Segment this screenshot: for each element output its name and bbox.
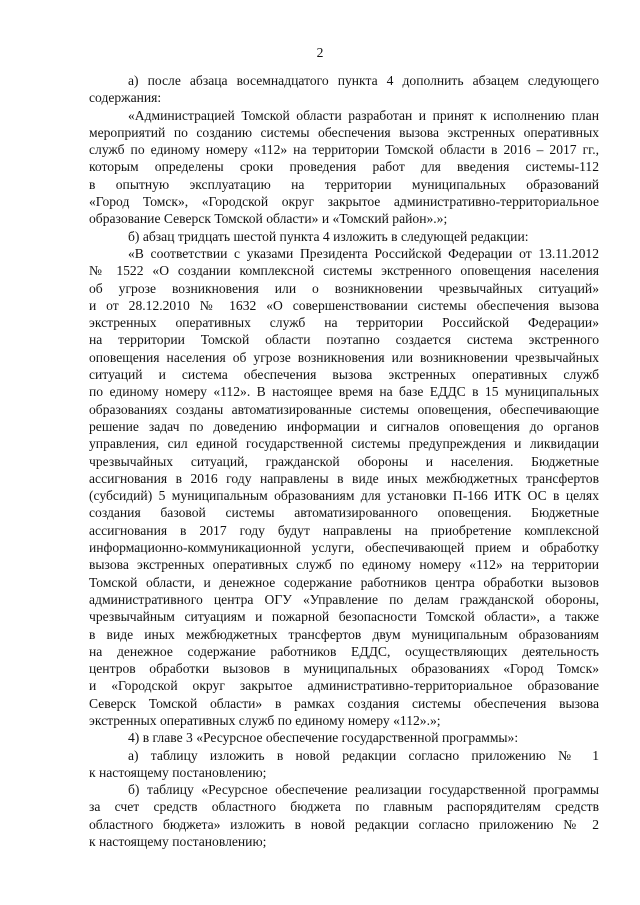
text-line: создания базовой системы автоматизированного оповещения. Бюджетные [89, 505, 599, 521]
text-line: чрезвычайных ситуаций, гражданской обороны и населения. Бюджетные [89, 453, 599, 469]
text-line: об угрозе возникновения или о возникновении чрезвычайных ситуаций» [89, 280, 599, 296]
text-line: образованиях созданы автоматизированные системы оповещения, обеспечивающие [89, 401, 599, 417]
text-line: в виде иных межбюджетных трансфертов двум муниципальным образованиям [89, 626, 599, 642]
text-line: решение задач по доведению информации и сигналов оповещения до органов [89, 418, 599, 434]
text-line: управления, сил единой государственной системы предупреждения и ликвидации [89, 436, 599, 452]
text-line: ситуаций и система обеспечения вызова экстренных оперативных служб [89, 367, 599, 383]
text-line: «Город Томск», «Городской округ закрытое административно-территориальное [89, 194, 599, 210]
text-line: «В соответствии с указами Президента Российской Федерации от 13.11.2012 [128, 245, 599, 261]
text-line: в опытную эксплуатацию на территории муниципальных образований [89, 176, 599, 192]
text-line: к настоящему постановлению; [89, 764, 267, 780]
text-line: б) абзац тридцать шестой пункта 4 изложить в следующей редакции: [128, 228, 529, 244]
text-line: экстренных оперативных служб по единому номеру «112».»; [89, 712, 441, 728]
document-body [89, 72, 599, 850]
text-line: «Администрацией Томской области разработан и принят к исполнению план [128, 107, 599, 123]
page-number: 2 [316, 45, 324, 60]
text-line: вызова экстренных оперативных служб по единому номеру «112» на территории [89, 557, 599, 573]
text-line: мероприятий по созданию системы обеспечения вызова экстренных оперативных [89, 124, 599, 140]
text-line: к настоящему постановлению; [89, 834, 267, 850]
text-line: а) после абзаца восемнадцатого пункта 4 дополнить абзацем следующего [128, 73, 599, 88]
text-line: чрезвычайным ситуациям и пожарной безопасности Томской области», а также [89, 609, 599, 625]
text-line: областного бюджета» изложить в новой редакции согласно приложению № 2 [89, 816, 599, 832]
text-line: 4) в главе 3 «Ресурсное обеспечение государственной программы»: [128, 730, 519, 746]
text-line: ассигнования в 2016 году направлены в виде иных межбюджетных трансфертов [89, 470, 599, 486]
text-line: административного центра ОГУ «Управление по делам гражданской обороны, [89, 591, 599, 607]
text-line: экстренных оперативных служб на территории Российской Федерации» [89, 315, 599, 331]
text-line: б) таблицу «Ресурсное обеспечение реализации государственной программы [128, 782, 599, 798]
text-line: на денежное содержание работников ЕДДС, осуществляющих деятельность [89, 643, 599, 659]
text-line: (субсидий) 5 муниципальным образованиям для установки П-166 ИТК ОС в целях [89, 488, 599, 504]
text-line: центров обработки вызовов в муниципальных образованиях «Город Томск» [89, 661, 599, 677]
text-line: на территории Томской области поэтапно создается система экстренного [89, 332, 599, 348]
text-line: по единому номеру «112». В настоящее время на базе ЕДДС в 15 муниципальных [89, 384, 599, 400]
text-line: за счет средств областного бюджета по главным распорядителям средств [89, 799, 599, 815]
text-line: содержания: [89, 90, 162, 106]
text-line: оповещения населения об угрозе возникновения или возникновении чрезвычайных [89, 349, 599, 365]
text-line: Томской области, и денежное содержание работников центра обработки вызовов [89, 574, 599, 590]
text-line: № 1522 «О создании комплексной системы экстренного оповещения населения [89, 263, 599, 279]
text-line: Северск Томской области» в рамках создания системы обеспечения вызова [89, 695, 599, 711]
text-line: служб по единому номеру «112» на территории Томской области в 2016 – 2017 гг., [89, 142, 599, 158]
text-line: а) таблицу изложить в новой редакции согласно приложению № 1 [128, 747, 599, 763]
text-line: и от 28.12.2010 № 1632 «О совершенствовании системы обеспечения вызова [89, 297, 599, 313]
text-line: и «Городской округ закрытое административно-территориальное образование [89, 678, 599, 694]
text-line: ассигнования в 2017 году будут направлены на приобретение комплексной [89, 522, 599, 538]
text-line: образование Северск Томской области» и «Томский район».»; [89, 211, 448, 227]
text-line: информационно-коммуникационной услуги, обеспечивающей прием и обработку [89, 540, 599, 556]
text-line: которым определены сроки проведения работ для введения системы-112 [89, 159, 599, 175]
